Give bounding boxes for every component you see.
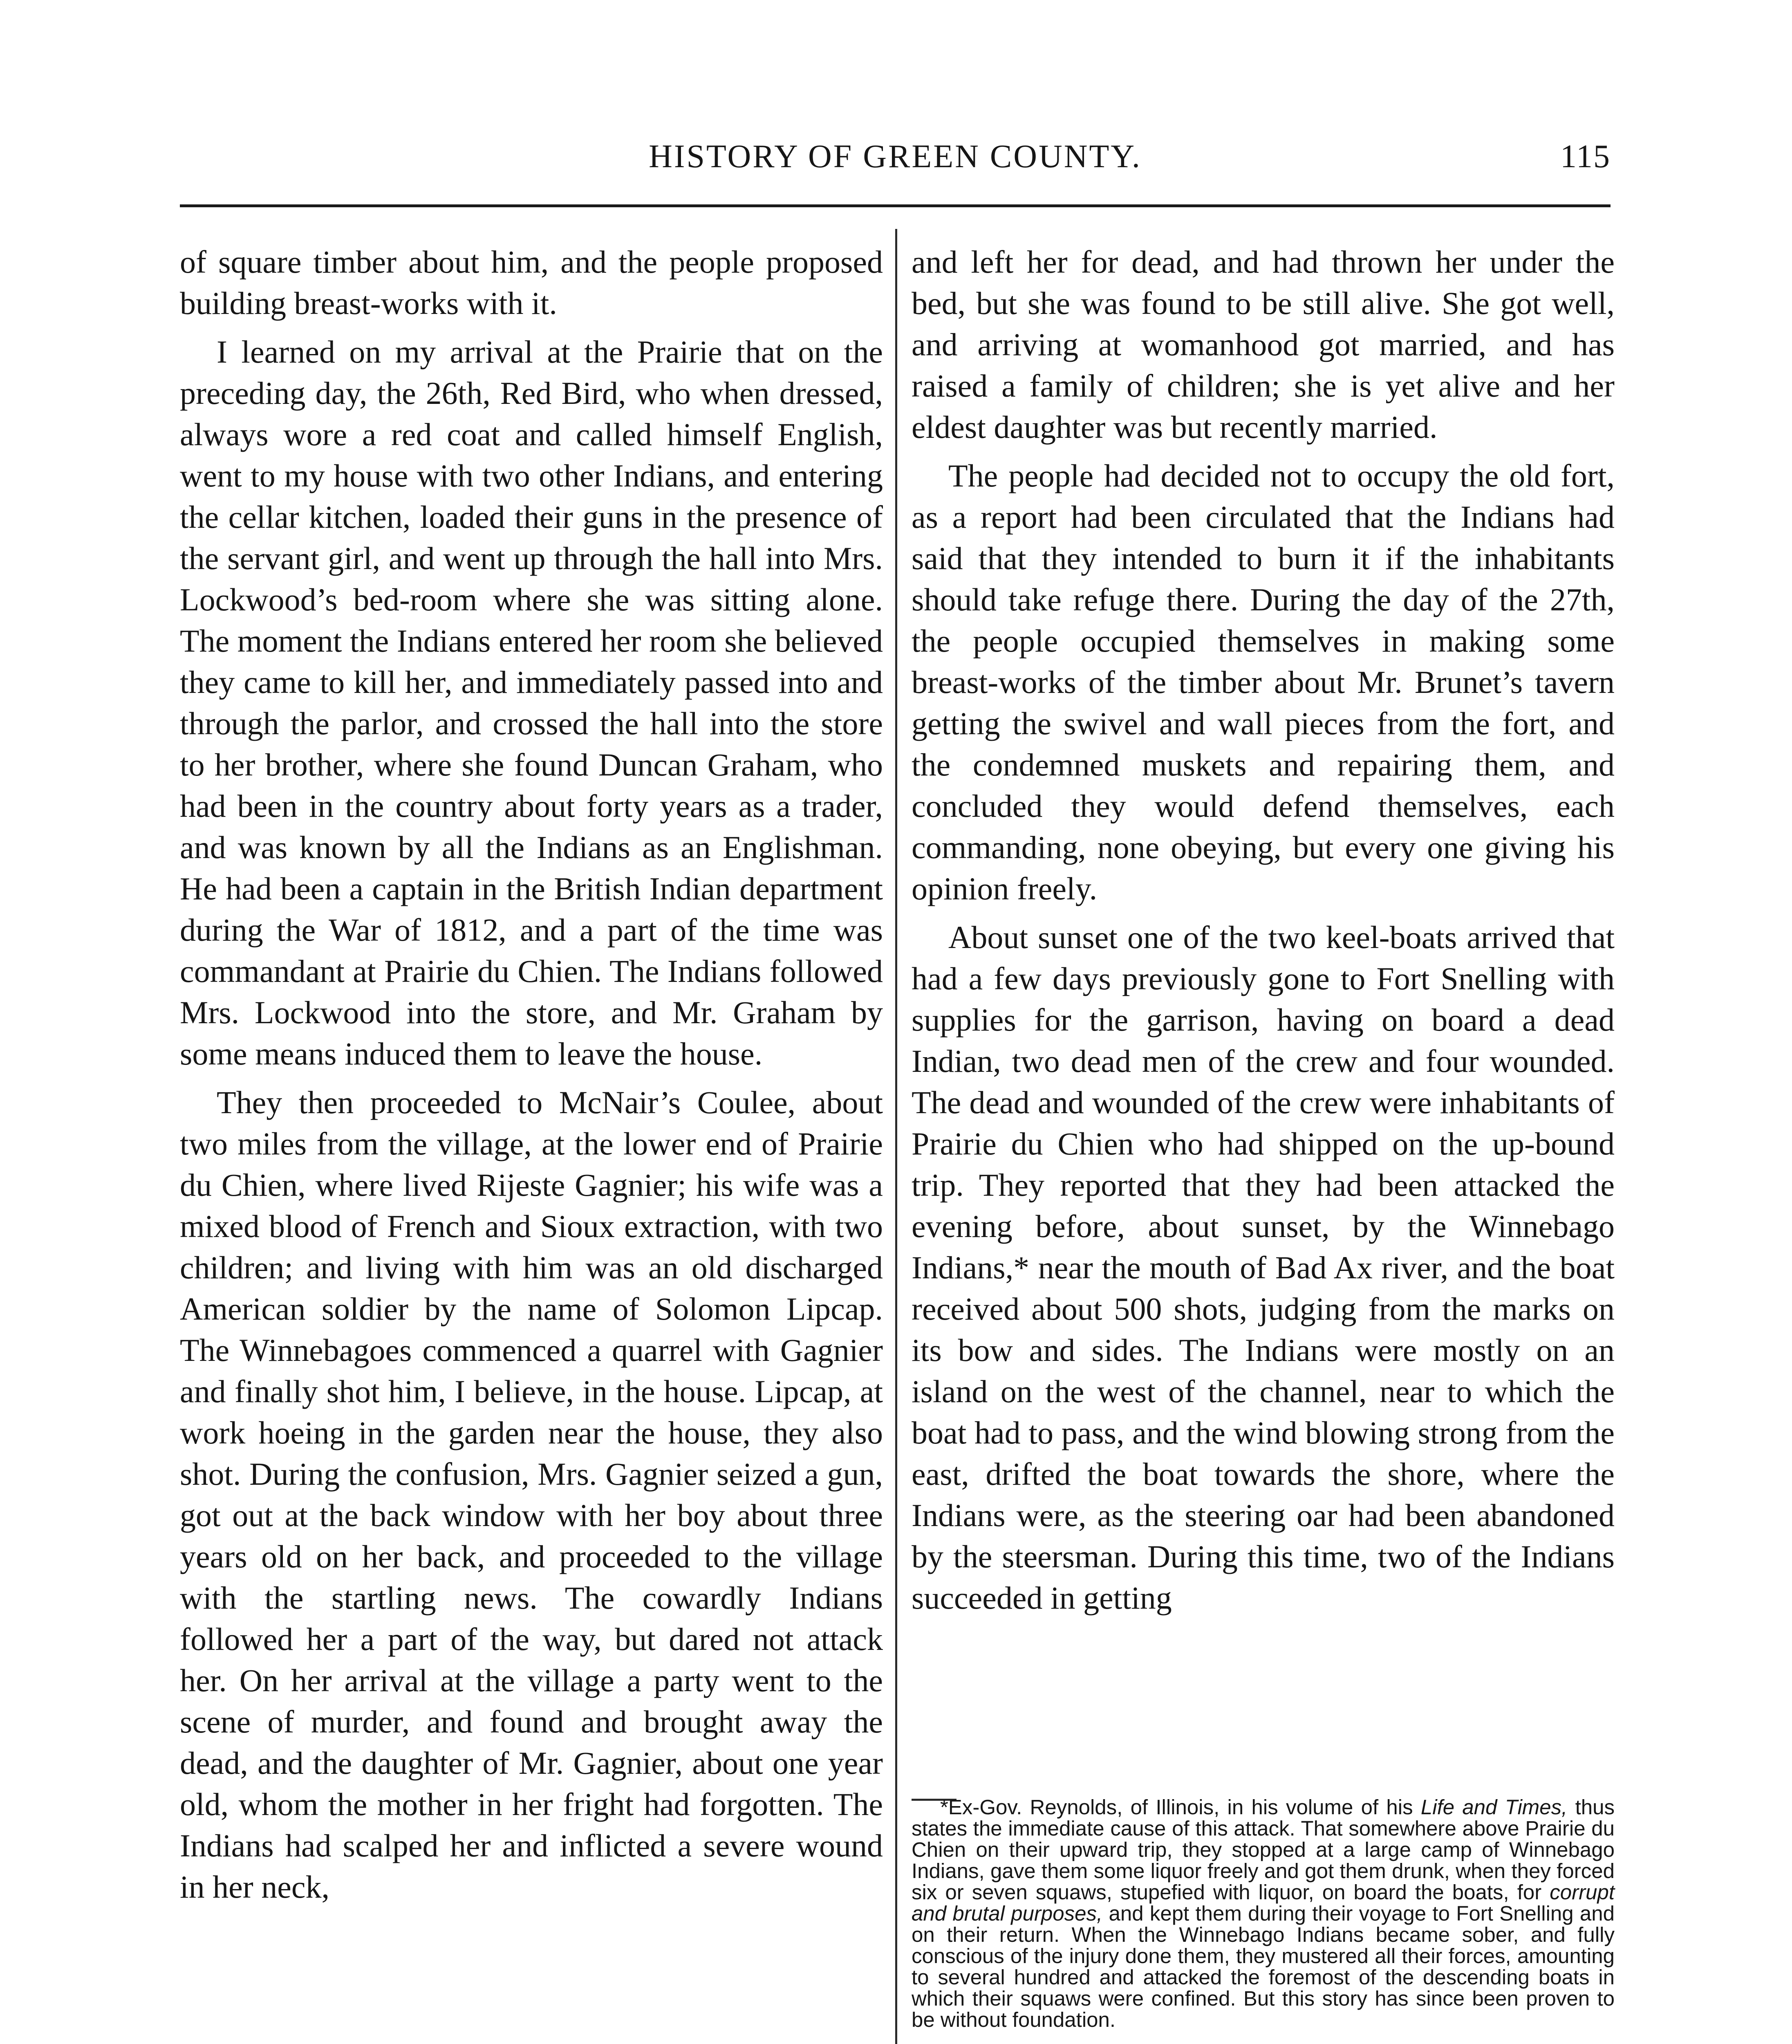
right-column [912,241,1615,1626]
footnote [912,1797,1615,2031]
left-column [180,241,883,1915]
header-rule [180,204,1611,207]
page-number: 115 [1560,139,1611,175]
footnote-text [912,1797,1615,2031]
left-paragraph-2: I learned on my arrival at the Prairie that on the preceding day, the 26th, Red Bird, who when dressed, always wore a red coat and called himself English, went to my house with two other Indians, and entering the cellar kitchen, loaded their guns in the presence of the servant girl, and went up through the hall into Mrs. Lockwood’s bed-room where she was sitting alone. The moment the Indians entered her room she believed they came to kill her, and immediately passed into and through the parlor, and crossed the hall into the store to her brother, where she found Duncan Graham, who had been in the country about forty years as a trader, and was known by all the Indians as an Englishman. He had been a captain in the British Indian department during the War of 1812, and a part of the time was commandant at Prairie du Chien. The Indians followed Mrs. Lockwood into the store, and Mr. Graham by some means induced them to leave the house. [180,334,883,1071]
left-paragraph-3: They then proceeded to McNair’s Coulee, about two miles from the village, at the lower end of Prairie du Chien, where lived Rijeste Gagnier; his wife was a mixed blood of French and Sioux extraction, with two children; and living with him was an old discharged American soldier by the name of Solomon Lipcap. The Winnebagoes commenced a quarrel with Gagnier and finally shot him, I believe, in the house. Lipcap, at work hoeing in the garden near the house, they also shot. During the confusion, Mrs. Gagnier seized a gun, got out at the back window with her boy about three years old on her back, and proceeded to the village with the startling news. The cowardly Indians followed her a part of the way, but dared not attack her. On her arrival at the village a party went to the scene of murder, and found and brought away the dead, and the daughter of Mr. Gagnier, about one year old, whom the mother in her fright had forgotten. The Indians had scalped her and inflicted a severe wound in her neck, [180,1085,883,1905]
footnote-book-title: Life and Times, [1420,1795,1568,1819]
footnote-end: and kept them during their voyage to Fort Snelling and on their return. When the Winnebago Indians became sober, and fully conscious of the injury done them, they mustered all their forces, amounting to several hundred and attacked the foremost of the descending boats in which their squaws were confined. But this story has since been proven to be without foundation. [912,1902,1615,2031]
footnote-lead: *Ex-Gov. Reynolds, of Illinois, in his volume of his [940,1795,1413,1819]
footnote-emphasis: corrupt and brutal purposes, [912,1880,1615,1925]
column-divider [895,229,897,2044]
footnote-middle: thus states the immediate cause of this attack. That somewhere above Prairie du Chien on their upward trip, they stopped at a large camp of Winnebago Indians, gave them some liquor freely and got them drunk, when they forced six or seven squaws, stupefied with liquor, on board the boats, for [912,1795,1615,1904]
running-head [180,138,1611,187]
right-paragraph-1: and left her for dead, and had thrown her under the bed, but she was found to be still alive. She got well, and arriving at womanhood got married, and has raised a family of children; she is yet alive and her eldest daughter was but recently married. [912,244,1615,445]
right-paragraph-2: The people had decided not to occupy the old fort, as a report had been circulated that the Indians had said that they intended to burn it if the inhabitants should take refuge there. During the day of the 27th, the people occupied themselves in making some breast-works of the timber about Mr. Brunet’s tavern getting the swivel and wall pieces from the fort, and the condemned muskets and repairing them, and concluded they would defend themselves, each commanding, none obeying, but every one giving his opinion freely. [912,458,1615,906]
left-paragraph-1: of square timber about him, and the people proposed building breast-works with it. [180,244,883,321]
right-paragraph-3: About sunset one of the two keel-boats arrived that had a few days previously gone to Fort Snelling with supplies for the garrison, having on board a dead Indian, two dead men of the crew and four wounded. The dead and wounded of the crew were inhabitants of Prairie du Chien who had shipped on the up-bound trip. They reported that they had been attacked the evening before, about sunset, by the Winnebago Indians,* near the mouth of Bad Ax river, and the boat received about 500 shots, judging from the marks on its bow and sides. The Indians were mostly on an island on the west of the channel, near to which the boat had to pass, and the wind blowing strong from the east, drifted the boat towards the shore, where the Indians were, as the steering oar had been abandoned by the steersman. During this time, two of the Indians succeeded in getting [912,919,1615,1616]
running-title: HISTORY OF GREEN COUNTY. [649,139,1142,175]
